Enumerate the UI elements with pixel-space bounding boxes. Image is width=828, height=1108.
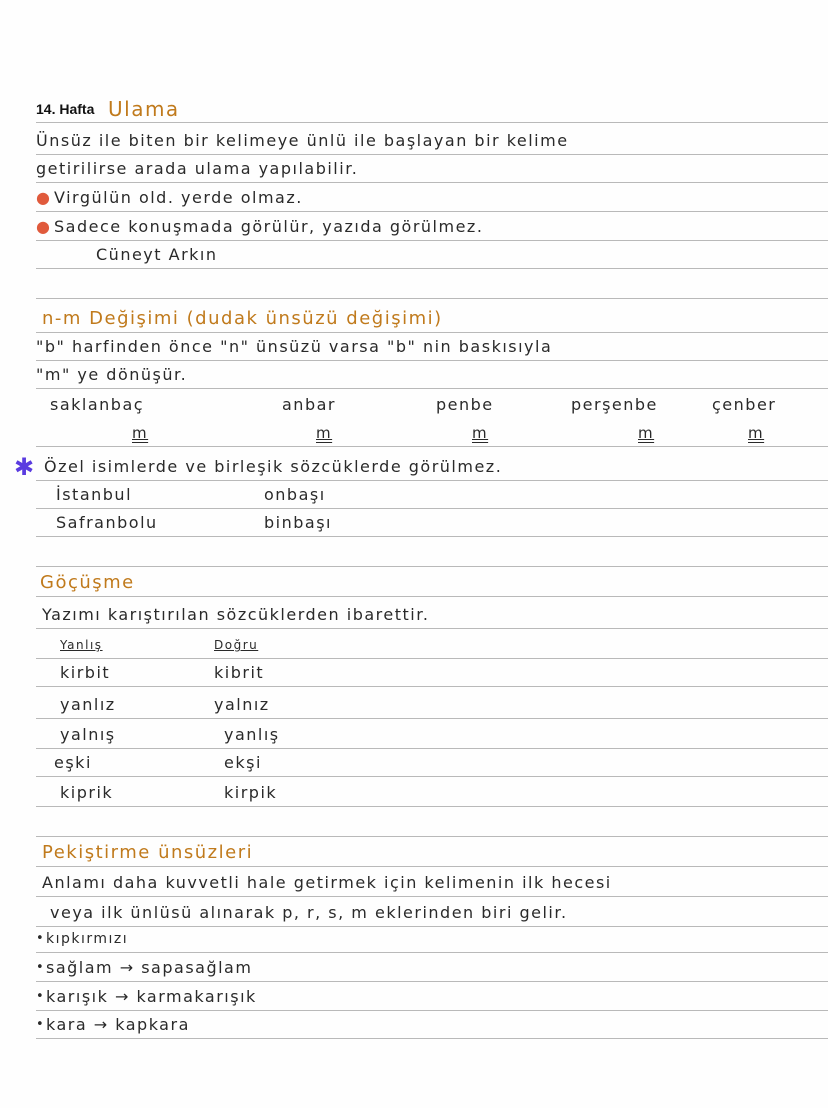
text: Özel isimlerde ve birleşik sözcüklerde görülmez. bbox=[44, 457, 503, 476]
table-row bbox=[36, 660, 828, 687]
bullet-icon: ● bbox=[36, 188, 52, 207]
cell: yalnız bbox=[214, 695, 270, 714]
exception-line bbox=[14, 453, 828, 481]
m-marker: m bbox=[638, 424, 655, 442]
example-line bbox=[36, 510, 828, 537]
bullet-icon: • bbox=[36, 1017, 46, 1032]
week-label: 14. Hafta bbox=[36, 101, 95, 117]
m-marker: m bbox=[132, 424, 149, 442]
section-title-ulama: Ulama bbox=[108, 97, 180, 121]
example-line bbox=[36, 482, 828, 509]
section-title-gocusme: Göçüşme bbox=[40, 572, 135, 593]
table-row bbox=[36, 780, 828, 807]
text: sağlam → sapasağlam bbox=[46, 958, 253, 977]
text: penbe bbox=[436, 395, 494, 414]
text-line bbox=[36, 334, 828, 361]
cell: kirbit bbox=[60, 663, 111, 682]
text: "b" harfinden önce "n" ünsüzü varsa "b" nin baskısıyla bbox=[36, 337, 553, 356]
text: perşenbe bbox=[571, 395, 658, 414]
cell: ekşi bbox=[224, 753, 262, 772]
text: Sadece konuşmada görülür, yazıda görülmez. bbox=[54, 217, 484, 236]
text: İstanbul bbox=[56, 485, 133, 504]
text: Virgülün old. yerde olmaz. bbox=[54, 188, 303, 207]
text: kıpkırmızı bbox=[46, 931, 129, 947]
text: çenber bbox=[712, 395, 777, 414]
cell: eşki bbox=[54, 753, 92, 772]
text: anbar bbox=[282, 395, 336, 414]
text: onbaşı bbox=[264, 485, 326, 504]
text: Cüneyt Arkın bbox=[96, 245, 218, 264]
title-row bbox=[36, 96, 828, 123]
table-row bbox=[36, 722, 828, 749]
bullet-icon: • bbox=[36, 989, 46, 1004]
bullet-line bbox=[36, 214, 828, 241]
text: kara → kapkara bbox=[46, 1015, 190, 1034]
text: Safranbolu bbox=[56, 513, 158, 532]
m-marker: m bbox=[316, 424, 333, 442]
text-line bbox=[36, 900, 828, 927]
cell: kirpik bbox=[224, 783, 278, 802]
m-marker: m bbox=[472, 424, 489, 442]
column-header: Yanlış bbox=[60, 638, 103, 652]
text: veya ilk ünlüsü alınarak p, r, s, m eklerinden biri gelir. bbox=[50, 903, 568, 922]
text-line bbox=[36, 156, 828, 183]
column-header: Doğru bbox=[214, 638, 259, 652]
cell: yanlış bbox=[224, 725, 280, 744]
m-marker: m bbox=[748, 424, 765, 442]
section-title-pekistirme: Pekiştirme ünsüzleri bbox=[42, 842, 254, 863]
table-row bbox=[36, 750, 828, 777]
text: saklanbaç bbox=[50, 395, 145, 414]
heading-row bbox=[36, 570, 828, 597]
star-icon: ✱ bbox=[14, 453, 36, 481]
cell: kibrit bbox=[214, 663, 265, 682]
examples-line bbox=[36, 392, 828, 418]
text: binbaşı bbox=[264, 513, 332, 532]
blank-line bbox=[36, 810, 828, 837]
text: karışık → karmakarışık bbox=[46, 987, 257, 1006]
text-line bbox=[36, 128, 828, 155]
bullet-icon: • bbox=[36, 960, 46, 975]
text-line bbox=[36, 870, 828, 897]
text-line bbox=[36, 602, 828, 629]
heading-row bbox=[36, 840, 828, 867]
text: getirilirse arada ulama yapılabilir. bbox=[36, 159, 359, 178]
text: Ünsüz ile biten bir kelimeye ünlü ile başlayan bir kelime bbox=[36, 131, 569, 150]
bullet-icon: • bbox=[36, 931, 46, 946]
bullet-icon: ● bbox=[36, 217, 52, 236]
text: Anlamı daha kuvvetli hale getirmek için kelimenin ilk hecesi bbox=[42, 873, 612, 892]
marker-line bbox=[36, 420, 828, 447]
example-line bbox=[36, 242, 828, 269]
cell: yanlız bbox=[60, 695, 116, 714]
example-line bbox=[36, 955, 828, 982]
text: Yazımı karıştırılan sözcüklerden ibarettir. bbox=[42, 605, 430, 624]
table-row bbox=[36, 692, 828, 719]
example-line bbox=[36, 984, 828, 1011]
cell: yalnış bbox=[60, 725, 116, 744]
text-line bbox=[36, 362, 828, 389]
cell: kiprik bbox=[60, 783, 114, 802]
example-line bbox=[36, 926, 828, 953]
section-title-nm: n-m Değişimi (dudak ünsüzü değişimi) bbox=[42, 308, 443, 329]
example-line bbox=[36, 1012, 828, 1039]
table-header bbox=[36, 632, 828, 659]
bullet-line bbox=[36, 185, 828, 212]
text: "m" ye dönüşür. bbox=[36, 365, 188, 384]
heading-row bbox=[36, 306, 828, 333]
blank-line bbox=[36, 272, 828, 299]
blank-line bbox=[36, 540, 828, 567]
